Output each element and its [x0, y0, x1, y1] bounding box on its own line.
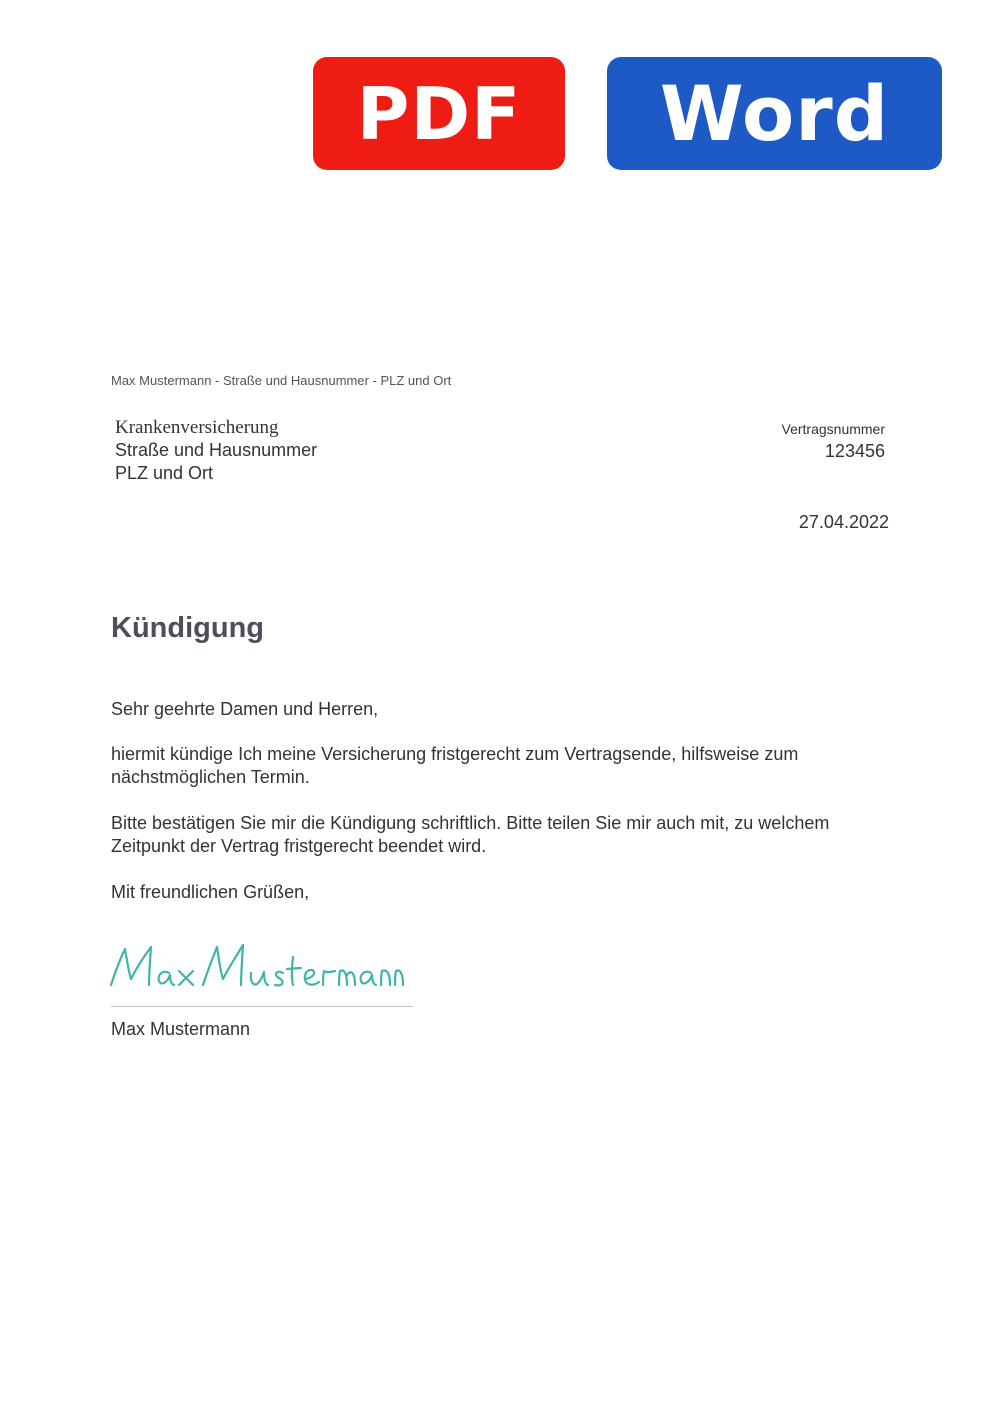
- closing-greeting: Mit freundlichen Grüßen,: [111, 882, 310, 902]
- body-paragraph-1: hiermit kündige Ich meine Versicherung fristgerecht zum Vertragsende, hilfsweise zum nächstmöglichen Termin.: [111, 744, 799, 787]
- body-paragraph-2: Bitte bestätigen Sie mir die Kündigung schriftlich. Bitte teilen Sie mir auch mit, zu welchem Zeitpunkt der Vertrag fristgerecht beendet wird.: [111, 813, 830, 856]
- handwritten-signature: [107, 935, 407, 997]
- contract-number-value: 123456: [824, 441, 885, 461]
- word-download-button[interactable]: Word: [607, 57, 942, 170]
- recipient-city: PLZ und Ort: [115, 463, 214, 483]
- contract-number-label: Vertragsnummer: [781, 421, 885, 437]
- recipient-street: Straße und Hausnummer: [115, 440, 318, 460]
- sender-return-address: Max Mustermann - Straße und Hausnummer - PLZ und Ort: [111, 373, 452, 388]
- recipient-name: Krankenversicherung: [115, 417, 279, 438]
- signature-strokes: [111, 945, 403, 985]
- salutation: Sehr geehrte Damen und Herren,: [111, 699, 379, 719]
- letter-date: 27.04.2022: [798, 512, 889, 532]
- signature-line: [111, 1006, 413, 1007]
- contract-info: [782, 420, 885, 464]
- signer-name: Max Mustermann: [111, 1019, 251, 1039]
- recipient-address: [115, 416, 317, 485]
- pdf-download-button[interactable]: PDF: [313, 57, 565, 170]
- letter-title: Kündigung: [111, 612, 265, 644]
